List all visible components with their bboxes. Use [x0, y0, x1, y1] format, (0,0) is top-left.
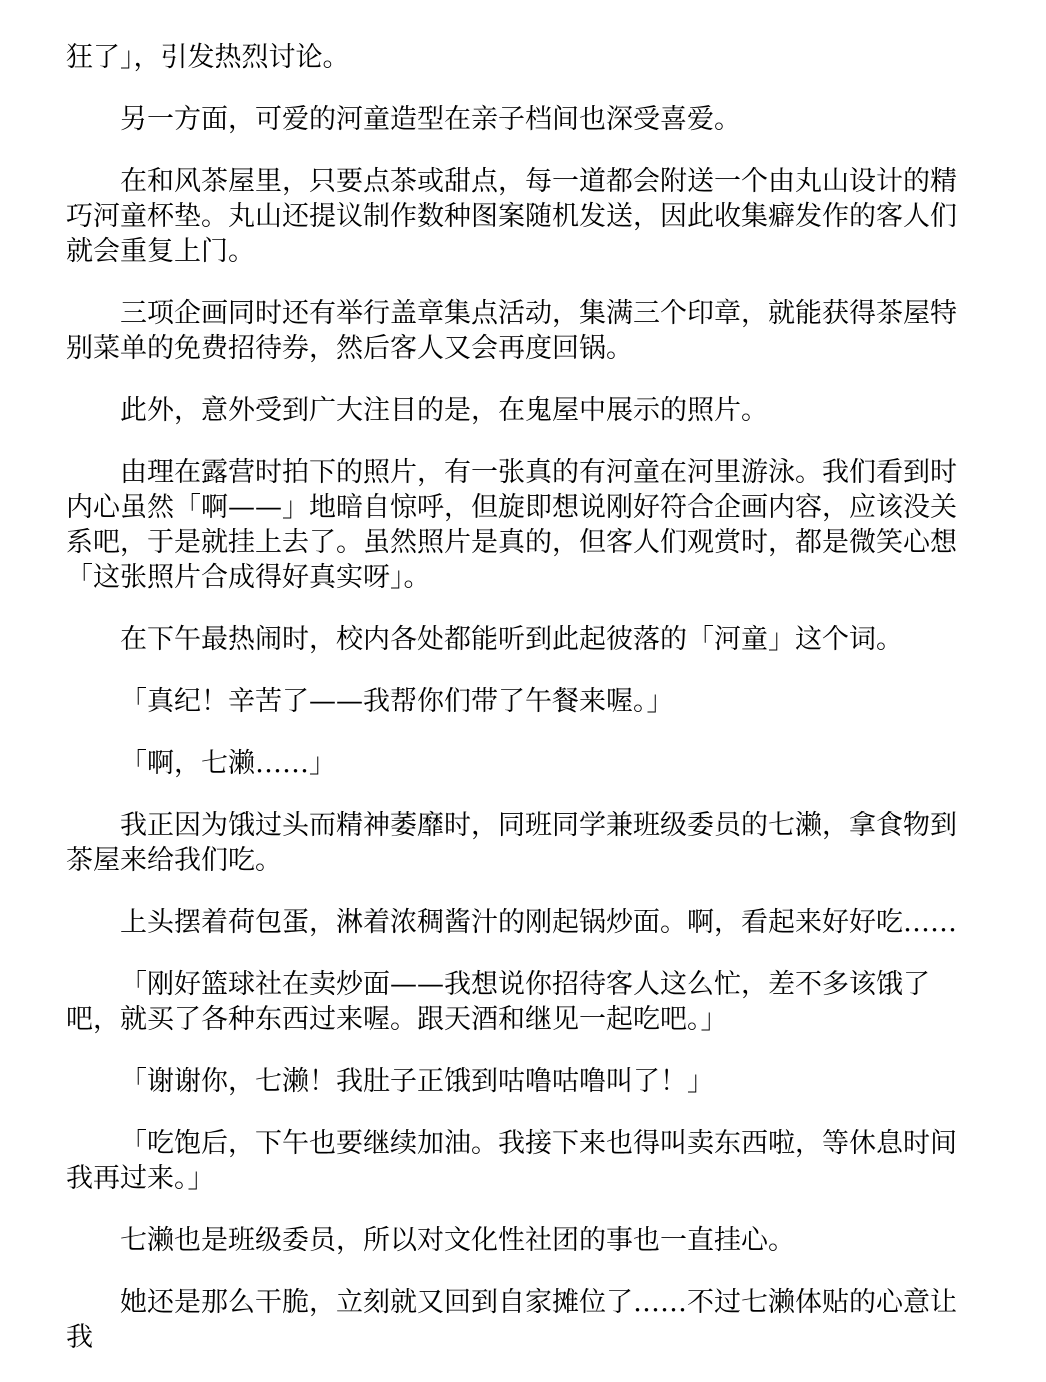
dialogue-paragraph: 「啊，七濑……」 [120, 748, 336, 779]
dialogue-paragraph: 「刚好篮球社在卖炒面——我想说你招待客人这么忙，差不多该饿了吧，就买了各种东西过来喔。跟天酒和继见一起吃吧。」 [66, 969, 930, 1035]
paragraph: 在下午最热闹时，校内各处都能听到此起彼落的「河童」这个词。 [120, 624, 903, 655]
paragraph: 另一方面，可爱的河童造型在亲子档间也深受喜爱。 [120, 104, 741, 135]
paragraph: 三项企画同时还有举行盖章集点活动，集满三个印章，就能获得茶屋特别菜单的免费招待券，然后客人又会再度回锅。 [66, 298, 957, 364]
paragraph: 她还是那么干脆，立刻就又回到自家摊位了……不过七濑体贴的心意让我 [66, 1287, 957, 1353]
paragraph: 上头摆着荷包蛋，淋着浓稠酱汁的刚起锅炒面。啊，看起来好好吃…… [120, 907, 957, 938]
paragraph: 在和风茶屋里，只要点茶或甜点，每一道都会附送一个由丸山设计的精巧河童杯垫。丸山还提议制作数种图案随机发送，因此收集癖发作的客人们就会重复上门。 [66, 166, 957, 267]
paragraph: 我正因为饿过头而精神萎靡时，同班同学兼班级委员的七濑，拿食物到茶屋来给我们吃。 [66, 810, 957, 876]
dialogue-paragraph: 「吃饱后，下午也要继续加油。我接下来也得叫卖东西啦，等休息时间我再过来。」 [66, 1128, 957, 1194]
paragraph: 此外，意外受到广大注目的是，在鬼屋中展示的照片。 [120, 395, 768, 426]
paragraph: 七濑也是班级委员，所以对文化性社团的事也一直挂心。 [120, 1225, 795, 1256]
dialogue-paragraph: 「真纪！辛苦了——我帮你们带了午餐来喔。」 [120, 686, 674, 717]
page-body [66, 40, 976, 1382]
paragraph: 由理在露营时拍下的照片，有一张真的有河童在河里游泳。我们看到时内心虽然「啊——」地暗自惊呼，但旋即想说刚好符合企画内容，应该没关系吧，于是就挂上去了。虽然照片是真的，但客人们观赏时，都是微笑心想「这张照片合成得好真实呀」。 [66, 457, 957, 593]
dialogue-paragraph: 「谢谢你，七濑！我肚子正饿到咕噜咕噜叫了！」 [120, 1066, 714, 1097]
paragraph-continued: 狂了」，引发热烈讨论。 [66, 42, 350, 73]
